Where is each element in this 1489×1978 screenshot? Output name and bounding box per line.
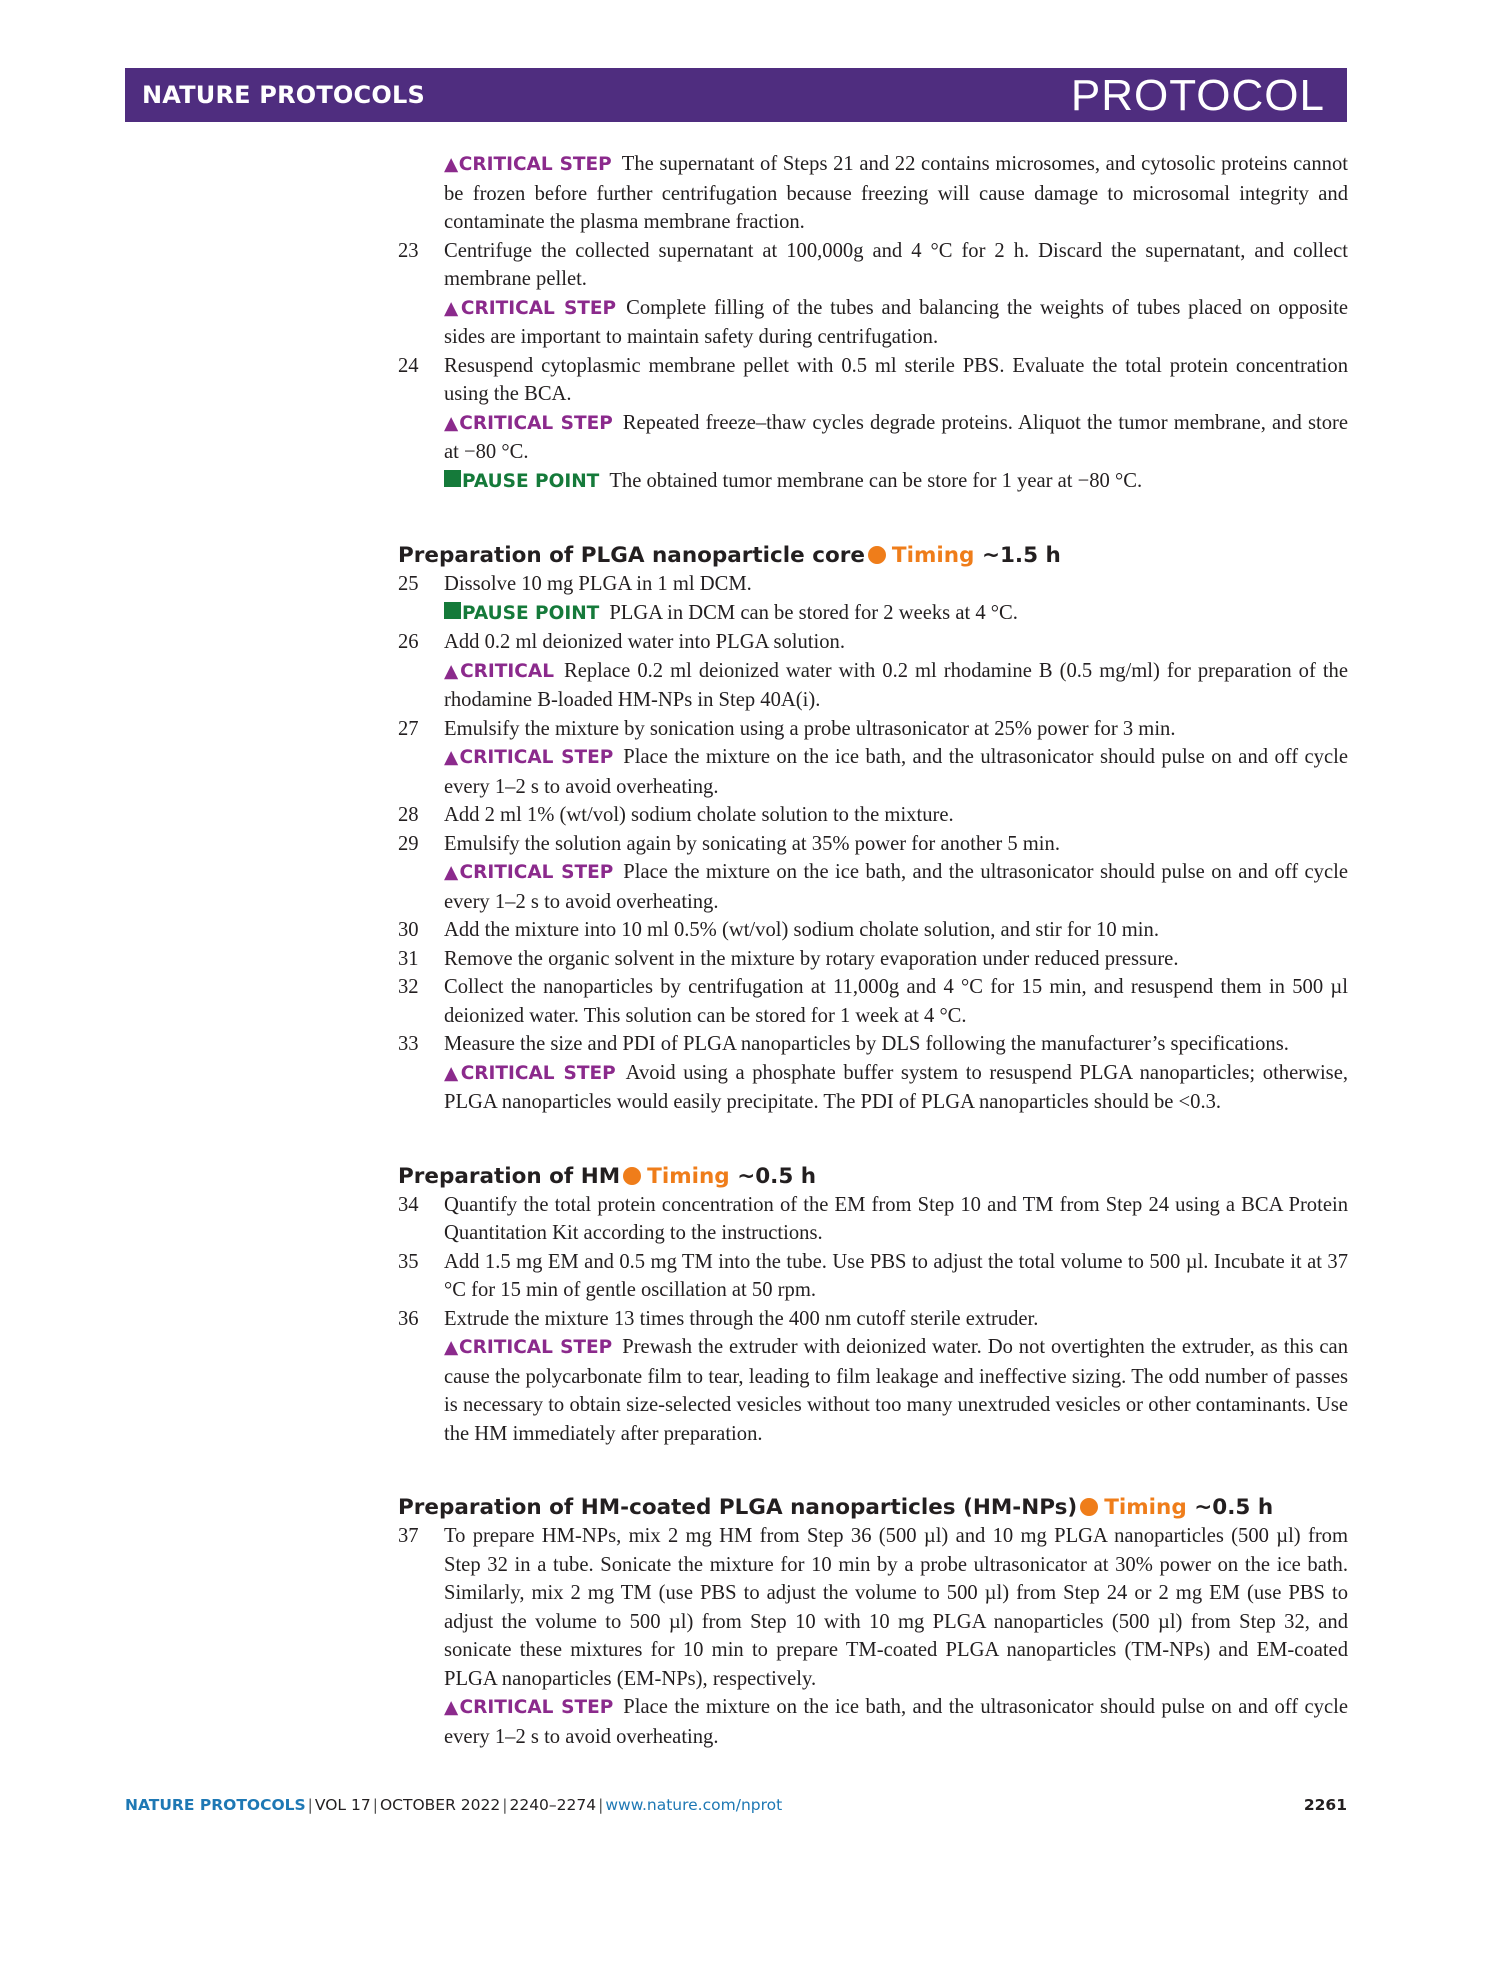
pause-square-icon <box>444 470 461 487</box>
step-text: Emulsify the solution again by sonicating at 35% power for another 5 min. <box>444 832 1060 855</box>
critical-note <box>398 1059 1348 1117</box>
timing-dot-icon <box>1080 1498 1098 1516</box>
step-number: 31 <box>398 947 419 970</box>
procedure-step <box>398 1248 1348 1305</box>
critical-step-label <box>444 154 612 175</box>
timing-value: ~1.5 h <box>981 543 1061 568</box>
step-text: Add 1.5 mg EM and 0.5 mg TM into the tube. Use PBS to adjust the total volume to 500 µl. Incubate it at 37 °C for 15 min of gentle oscillation at 50 rpm. <box>444 1250 1348 1301</box>
critical-label-text: CRITICAL <box>460 660 554 682</box>
critical-label-text: CRITICAL STEP <box>460 1062 616 1084</box>
warning-triangle-icon: ▲ <box>444 1062 461 1084</box>
critical-note <box>398 743 1348 801</box>
step-number: 29 <box>398 832 419 855</box>
critical-note <box>398 409 1348 467</box>
step-number: 32 <box>398 976 419 998</box>
warning-triangle-icon: ▲ <box>444 862 460 883</box>
warning-triangle-icon: ▲ <box>444 412 460 434</box>
timing-dot-icon <box>623 1167 641 1185</box>
footer-separator: | <box>502 1796 508 1814</box>
pause-label-text: PAUSE POINT <box>462 470 600 492</box>
pause-point-note <box>398 467 1348 497</box>
pause-note-text: PLGA in DCM can be stored for 2 weeks at 4 °C. <box>609 601 1018 624</box>
procedure-step <box>398 916 1348 945</box>
step-text: Remove the organic solvent in the mixture by rotary evaporation under reduced pressure. <box>444 947 1179 970</box>
step-number: 35 <box>398 1250 419 1273</box>
step-text: Emulsify the mixture by sonication using a probe ultrasonicator at 25% power for 3 min. <box>444 717 1176 740</box>
header-bar <box>125 68 1347 122</box>
step-number: 27 <box>398 717 419 740</box>
step-number: 24 <box>398 354 419 377</box>
section-title: Preparation of HM <box>398 1163 621 1189</box>
critical-note-text: Avoid using a phosphate buffer system to resuspend PLGA nanoparticles; otherwise, PLGA nanoparticles would easily precipitate. The PDI of PLGA nanoparticles should be <0.3. <box>444 1061 1348 1113</box>
pause-note-text: The obtained tumor membrane can be store for 1 year at −80 °C. <box>609 469 1143 492</box>
timing-label: Timing <box>1104 1495 1187 1520</box>
critical-note-text: Replace 0.2 ml deionized water with 0.2 ml rhodamine B (0.5 mg/ml) for preparation of the rhodamine B-loaded HM-NPs in Step 40A(i). <box>444 659 1348 711</box>
pause-point-note <box>398 599 1348 629</box>
step-text: Add 2 ml 1% (wt/vol) sodium cholate solution to the mixture. <box>444 804 954 826</box>
critical-note-text: The supernatant of Steps 21 and 22 contains microsomes, and cytosolic proteins cannot be frozen before further centrifugation because freezing will cause damage to microsomal integrity and contaminate the plasma membrane fraction. <box>444 153 1348 233</box>
step-text: Extrude the mixture 13 times through the 400 nm cutoff sterile extruder. <box>444 1307 1039 1330</box>
critical-label-text: CRITICAL STEP <box>460 297 617 319</box>
critical-label-text: CRITICAL STEP <box>459 1697 614 1718</box>
critical-note-text: Repeated freeze–thaw cycles degrade proteins. Aliquot the tumor membrane, and store at −80 °C. <box>444 411 1348 463</box>
journal-name: NATURE PROTOCOLS <box>142 81 425 109</box>
critical-note-text: Complete filling of the tubes and balancing the weights of tubes placed on opposite sides are important to maintain safety during centrifugation. <box>444 296 1348 348</box>
procedure-step <box>398 1522 1348 1693</box>
warning-triangle-icon: ▲ <box>444 1337 459 1358</box>
critical-note-text: Place the mixture on the ice bath, and the ultrasonicator should pulse on and off cycle every 1–2 s to avoid overheating. <box>444 861 1348 913</box>
critical-step-label <box>444 298 616 319</box>
pause-point-label <box>444 471 599 492</box>
step-number: 33 <box>398 1033 419 1055</box>
procedure-step <box>398 801 1348 830</box>
procedure-step <box>398 1030 1348 1059</box>
footer-separator: | <box>372 1796 378 1814</box>
page-body <box>398 150 1348 1751</box>
critical-step-label <box>444 413 613 434</box>
critical-note <box>398 294 1348 352</box>
step-number: 30 <box>398 919 419 941</box>
critical-note <box>398 657 1348 715</box>
step-text: Measure the size and PDI of PLGA nanoparticles by DLS following the manufacturer’s specifications. <box>444 1033 1289 1055</box>
timing-value: ~0.5 h <box>737 1163 817 1189</box>
procedure-step <box>398 830 1348 859</box>
procedure-step <box>398 352 1348 409</box>
step-number: 26 <box>398 631 419 653</box>
critical-note-text: Place the mixture on the ice bath, and the ultrasonicator should pulse on and off cycle every 1–2 s to avoid overheating. <box>444 1696 1348 1748</box>
page-footer <box>125 1796 1347 1814</box>
step-text: To prepare HM-NPs, mix 2 mg HM from Step 36 (500 µl) and 10 mg PLGA nanoparticles (500 µl) from Step 32 in a tube. Sonicate the mixture for 10 min by a probe ultrasonicator at 30% power on the ice bath. Similarly, mix 2 mg TM (use PBS to adjust the volume to 500 µl) from Step 24 or 2 mg EM (use PBS to adjust the volume to 500 µl) from Step 10 with 10 mg PLGA nanoparticles (500 µl) from Step 32, and sonicate these mixtures for 10 min to prepare TM-coated PLGA nanoparticles (TM-NPs) and EM-coated PLGA nanoparticles (EM-NPs), respectively. <box>444 1525 1348 1690</box>
critical-step-label <box>444 1337 612 1358</box>
critical-step-label <box>444 1697 613 1718</box>
step-number: 23 <box>398 239 419 262</box>
pause-point-label <box>444 603 599 624</box>
step-number: 36 <box>398 1307 419 1330</box>
critical-label-text: CRITICAL STEP <box>459 1337 613 1358</box>
footer-volume: VOL 17 <box>314 1796 371 1814</box>
critical-label-text: CRITICAL STEP <box>459 747 614 768</box>
footer-date: OCTOBER 2022 <box>379 1796 501 1814</box>
critical-step-label <box>444 661 554 682</box>
procedure-step <box>398 1305 1348 1334</box>
critical-note <box>398 858 1348 916</box>
critical-step-label <box>444 747 613 768</box>
step-number: 28 <box>398 804 419 826</box>
step-number: 25 <box>398 573 419 595</box>
step-text: Centrifuge the collected supernatant at 100,000g and 4 °C for 2 h. Discard the supernatant, and collect membrane pellet. <box>444 239 1348 290</box>
step-text: Quantify the total protein concentration of the EM from Step 10 and TM from Step 24 using a BCA Protein Quantitation Kit according to the instructions. <box>444 1193 1348 1244</box>
step-number: 34 <box>398 1193 419 1216</box>
critical-note-text: Prewash the extruder with deionized water. Do not overtighten the extruder, as this can cause the polycarbonate film to tear, leading to film leakage and ineffective sizing. The odd number of passes is necessary to obtain size-selected vesicles without too many unextruded vesicles or other contaminants. Use the HM immediately after preparation. <box>444 1336 1348 1445</box>
procedure-step <box>398 570 1348 599</box>
timing-label: Timing <box>891 543 975 568</box>
procedure-step <box>398 973 1348 1030</box>
critical-step-label <box>444 862 613 883</box>
critical-label-text: CRITICAL STEP <box>459 862 614 883</box>
critical-note <box>398 1693 1348 1751</box>
page-number: 2261 <box>1303 1796 1347 1814</box>
warning-triangle-icon: ▲ <box>444 660 461 682</box>
footer-separator: | <box>598 1796 604 1814</box>
critical-note <box>398 150 1348 237</box>
procedure-step <box>398 715 1348 744</box>
procedure-step <box>398 1191 1348 1248</box>
section-heading <box>398 541 1348 570</box>
footer-separator: | <box>307 1796 313 1814</box>
section-title: Preparation of PLGA nanoparticle core <box>398 543 865 568</box>
step-text: Add the mixture into 10 ml 0.5% (wt/vol) sodium cholate solution, and stir for 10 min. <box>444 919 1159 941</box>
procedure-step <box>398 628 1348 657</box>
warning-triangle-icon: ▲ <box>444 1697 460 1718</box>
footer-pages: 2240–2274 <box>509 1796 597 1814</box>
footer-url-link[interactable]: www.nature.com/nprot <box>605 1796 783 1814</box>
procedure-step <box>398 945 1348 974</box>
warning-triangle-icon: ▲ <box>444 297 461 319</box>
critical-label-text: CRITICAL STEP <box>459 412 613 434</box>
step-text: Collect the nanoparticles by centrifugation at 11,000g and 4 °C for 15 min, and resuspend them in 500 µl deionized water. This solution can be stored for 1 week at 4 °C. <box>444 976 1348 1027</box>
step-text: Add 0.2 ml deionized water into PLGA solution. <box>444 631 845 653</box>
timing-dot-icon <box>868 546 886 564</box>
critical-step-label <box>444 1063 616 1084</box>
step-number: 37 <box>398 1525 419 1547</box>
pause-label-text: PAUSE POINT <box>462 602 600 624</box>
footer-journal: NATURE PROTOCOLS <box>125 1796 306 1814</box>
section-heading <box>398 1493 1348 1522</box>
step-text: Dissolve 10 mg PLGA in 1 ml DCM. <box>444 573 752 595</box>
critical-label-text: CRITICAL STEP <box>458 154 612 175</box>
section-heading <box>398 1162 1348 1191</box>
critical-note <box>398 1333 1348 1448</box>
article-type-label: PROTOCOL <box>1070 71 1325 120</box>
timing-label: Timing <box>647 1163 730 1189</box>
warning-triangle-icon: ▲ <box>444 747 460 768</box>
timing-value: ~0.5 h <box>1194 1495 1274 1520</box>
pause-square-icon <box>444 602 461 619</box>
step-text: Resuspend cytoplasmic membrane pellet with 0.5 ml sterile PBS. Evaluate the total protein concentration using the BCA. <box>444 354 1348 405</box>
warning-triangle-icon: ▲ <box>444 154 459 175</box>
section-title: Preparation of HM-coated PLGA nanoparticles (HM-NPs) <box>398 1495 1078 1520</box>
procedure-step <box>398 237 1348 294</box>
critical-note-text: Place the mixture on the ice bath, and the ultrasonicator should pulse on and off cycle every 1–2 s to avoid overheating. <box>444 746 1348 798</box>
